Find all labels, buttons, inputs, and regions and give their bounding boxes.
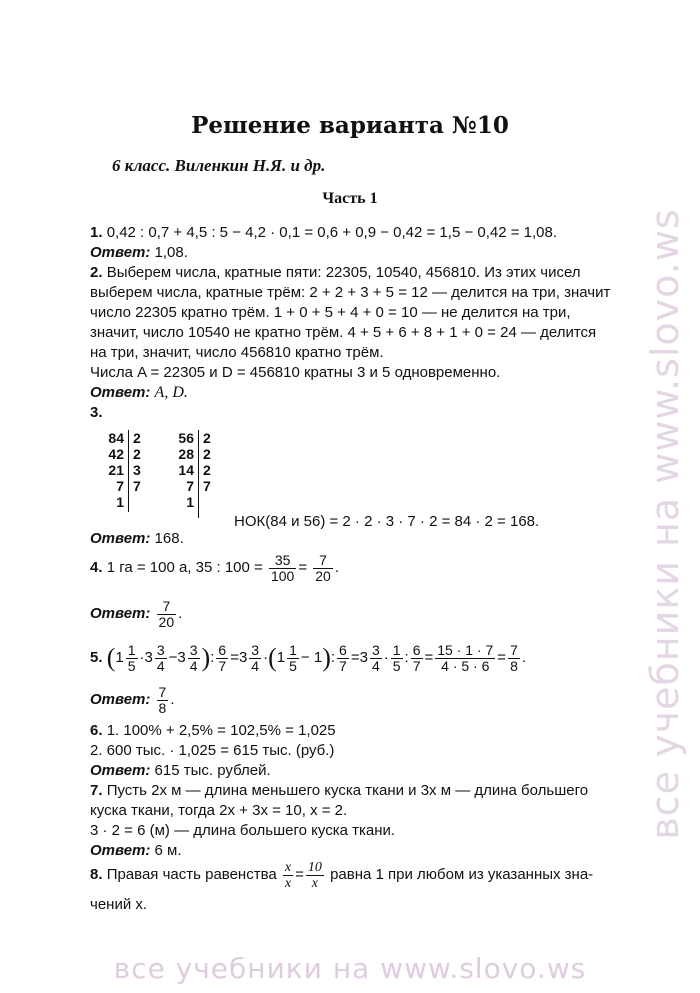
divider-line — [128, 430, 129, 512]
numerator: 3 — [189, 641, 198, 658]
cell: 21 — [108, 462, 124, 478]
task3-number: 3. — [90, 404, 103, 421]
answer-label: Ответ: — [90, 244, 151, 261]
page-title: Решение варианта №10 — [191, 112, 509, 139]
part-heading: Часть 1 — [322, 190, 378, 207]
mixed-number — [115, 640, 139, 676]
denominator: 20 — [315, 567, 331, 584]
whole: 3 — [238, 649, 248, 667]
numerator: 3 — [156, 641, 165, 658]
close-paren: ) — [322, 643, 331, 673]
bottom-watermark: все учебники на www.slovo.ws — [113, 952, 587, 985]
fraction — [313, 553, 333, 584]
fraction — [337, 643, 349, 674]
period: . — [178, 605, 183, 622]
answer-label: Ответ: — [90, 762, 151, 779]
cell: 7 — [203, 478, 211, 494]
cell: 28 — [178, 446, 194, 462]
fraction — [508, 643, 520, 674]
whole: 3 — [177, 649, 186, 667]
task8-number: 8. — [90, 866, 103, 883]
task6-line-1 — [90, 722, 336, 740]
numerator: 3 — [371, 641, 380, 658]
cell — [133, 494, 147, 510]
task2-line-5: на три, значит, число 456810 кратно трём. — [90, 344, 384, 361]
denominator: x — [284, 875, 292, 891]
watermark-text: все учебники на www.slovo.ws — [643, 208, 687, 840]
numerator: 1 — [392, 641, 401, 658]
task2-line-3: число 22305 кратно трём. 1 + 0 + 5 + 4 + 0 = 10 — не делится на три, — [90, 304, 571, 321]
denominator: 8 — [510, 657, 518, 674]
task1-answer-line — [90, 244, 188, 262]
open-paren: ( — [106, 643, 116, 673]
task6-answer: 615 тыс. рублей. — [154, 762, 271, 779]
task1-solution: 0,42 : 0,7 + 4,5 : 5 − 4,2 · 0,1 = 0,6 + 0,9 − 0,42 = 1,5 − 0,42 = 1,08. — [106, 224, 558, 241]
fraction — [306, 860, 324, 891]
task7-line-3: 3 · 2 = 6 (м) — длина большего куска ткани. — [90, 822, 396, 839]
task3-answer: 168. — [154, 530, 184, 547]
task8-text: Правая часть равенства — [106, 866, 277, 883]
divider-line — [198, 430, 199, 518]
denominator: 5 — [289, 657, 297, 674]
fraction — [188, 643, 200, 674]
task1-number: 1. — [90, 224, 103, 241]
cell: 2 — [203, 446, 211, 462]
factor84-left — [104, 430, 124, 510]
mixed-number — [277, 640, 301, 676]
task8-line-1: 8. Правая часть равенства $\frac{x}{x}$ = $\frac{10}{x}$ равна 1 при любом из указанных зна- — [90, 859, 594, 891]
factor84-right — [133, 430, 147, 510]
open-paren: ( — [268, 643, 277, 673]
task2-answer-line — [90, 384, 188, 402]
task7-answer: 6 м. — [154, 842, 182, 859]
numerator: 1 — [127, 641, 136, 658]
answer-label: Ответ: — [90, 842, 151, 859]
fraction — [411, 643, 423, 674]
denominator: 4 — [371, 657, 380, 674]
cell: 2 — [203, 430, 211, 446]
fraction — [391, 643, 403, 674]
denominator: 100 — [270, 567, 295, 584]
denominator: 4 — [189, 657, 198, 674]
numerator: 6 — [339, 641, 347, 658]
numerator: 7 — [157, 599, 177, 615]
denominator: 5 — [392, 657, 401, 674]
mixed-number — [360, 640, 384, 676]
task4-line — [90, 552, 339, 584]
cell: 7 — [133, 478, 141, 494]
numerator: 6 — [218, 641, 227, 658]
task6-answer-line — [90, 762, 271, 780]
task2-answer: A, D. — [154, 384, 188, 401]
task5-line: 5. (1 $\frac{1}{5}$ ·3 $\frac{3}{4}$ −3 $\frac{3}{4}$ ): $\frac{6}{7}$ =3 $\frac{3}{4}$ ·(1 $\frac{1}{5}$ − 1): $\frac{6}{7}$ =3 $\frac{3}{4}$ · $\frac{1}{5}$ : $\frac{6}{7}$ = $\frac{15 \cdot 1 \cdot 7}{4 \cdot 5 \cdot 6}$ = $\frac{7}{8}$ . — [90, 640, 526, 676]
numerator: 10 — [307, 859, 322, 875]
task6-number: 6. — [90, 722, 103, 739]
cell: 42 — [108, 446, 124, 462]
answer-label: Ответ: — [90, 530, 151, 547]
task2-line-2: выберем числа, кратные трём: 2 + 2 + 3 + 5 = 12 — делится на три, значит — [90, 284, 611, 301]
whole: 1 — [276, 649, 286, 667]
task2-line-4: значит, число 10540 не кратно трём. 4 + 5 + 6 + 8 + 1 + 0 = 24 — делится — [90, 324, 597, 341]
denominator: 7 — [339, 657, 347, 674]
numerator: 6 — [412, 641, 421, 658]
task5-answer — [157, 685, 169, 716]
cell: 14 — [178, 462, 194, 478]
fraction — [287, 643, 299, 674]
numerator: 15 · 1 · 7 — [437, 641, 494, 658]
task4-answer — [157, 599, 177, 630]
fraction — [435, 643, 495, 674]
factorization-84 — [104, 430, 154, 512]
task3-answer-line — [90, 530, 184, 548]
cell: 2 — [133, 446, 141, 462]
task4-answer-line — [90, 598, 182, 630]
denominator: 20 — [158, 613, 175, 630]
answer-label: Ответ: — [90, 384, 151, 401]
task7-number: 7. — [90, 782, 103, 799]
fraction — [155, 643, 167, 674]
task1-answer: 1,08. — [154, 244, 188, 261]
numerator: 7 — [313, 553, 333, 569]
task5-number: 5. — [90, 649, 103, 666]
whole: 3 — [359, 649, 368, 667]
whole: 1 — [115, 649, 124, 667]
task2-number: 2. — [90, 264, 103, 281]
subtitle: 6 класс. Виленкин Н.Я. и др. — [112, 156, 326, 175]
task1-line — [90, 224, 557, 242]
fraction — [269, 553, 296, 584]
cell: 3 — [133, 462, 141, 478]
numerator: 1 — [289, 641, 297, 658]
cell: 84 — [108, 430, 124, 446]
answer-label: Ответ: — [90, 605, 151, 622]
denominator: 7 — [218, 657, 227, 674]
factorization-56 — [174, 430, 224, 512]
task2-conclusion: Числа A = 22305 и D = 456810 кратны 3 и 5 одновременно. — [90, 364, 501, 381]
fraction — [283, 860, 293, 891]
denominator: 4 · 5 · 6 — [441, 657, 490, 674]
cell — [203, 494, 217, 510]
task8-line-2: чений x. — [90, 896, 148, 913]
mixed-number — [145, 640, 169, 676]
task7-line-1 — [90, 782, 588, 800]
numerator: 7 — [510, 641, 518, 658]
fraction — [370, 643, 382, 674]
task2-text-1: Выберем числа, кратные пяти: 22305, 10540, 456810. Из этих чисел — [106, 264, 581, 281]
period: . — [334, 559, 340, 576]
numerator: 35 — [269, 553, 296, 569]
denominator: x — [311, 875, 318, 891]
factor56-left — [174, 430, 194, 510]
vertical-watermark — [645, 140, 685, 900]
task7-text-1: Пусть 2x м — длина меньшего куска ткани и 3x м — длина большего — [106, 782, 589, 799]
task7-line-2: куска ткани, тогда 2x + 3x = 10, x = 2. — [90, 802, 348, 819]
task2-line-1 — [90, 264, 581, 282]
cell: 7 — [116, 478, 124, 494]
task3-nok: НОК(84 и 56) = 2 · 2 · 3 · 7 · 2 = 84 · 2 = 168. — [234, 513, 540, 530]
numerator: 3 — [251, 641, 260, 658]
denominator: 5 — [127, 657, 136, 674]
cell: 1 — [186, 494, 194, 510]
denominator: 8 — [158, 699, 167, 716]
task3-line — [90, 404, 103, 422]
task8-text-end: равна 1 при любом из указанных зна- — [330, 866, 594, 883]
mixed-number — [239, 640, 263, 676]
factor56-right — [203, 430, 217, 510]
fraction — [126, 643, 138, 674]
denominator: 7 — [412, 657, 421, 674]
task6-step-1: 1. 100% + 2,5% = 102,5% = 1,025 — [106, 722, 336, 739]
numerator: x — [284, 859, 292, 875]
equals-sign: = — [298, 559, 308, 576]
close-paren: ) — [201, 643, 211, 673]
fraction — [249, 643, 261, 674]
task6-line-2: 2. 600 тыс. · 1,025 = 615 тыс. (руб.) — [90, 742, 335, 759]
fraction — [216, 643, 228, 674]
cell: 7 — [186, 478, 194, 494]
cell: 2 — [203, 462, 211, 478]
task5-answer-line: Ответ: $\frac{7}{8}$ . — [90, 683, 175, 716]
numerator: 7 — [158, 683, 167, 700]
answer-label: Ответ: — [90, 691, 151, 708]
denominator: 4 — [156, 657, 165, 674]
cell: 2 — [133, 430, 141, 446]
task4-text: 1 га = 100 а, 35 : 100 = — [106, 559, 263, 576]
task4-number: 4. — [90, 559, 103, 576]
cell: 56 — [178, 430, 194, 446]
mixed-number — [177, 640, 201, 676]
cell: 1 — [116, 494, 124, 510]
whole: 3 — [144, 649, 153, 667]
denominator: 4 — [251, 657, 260, 674]
